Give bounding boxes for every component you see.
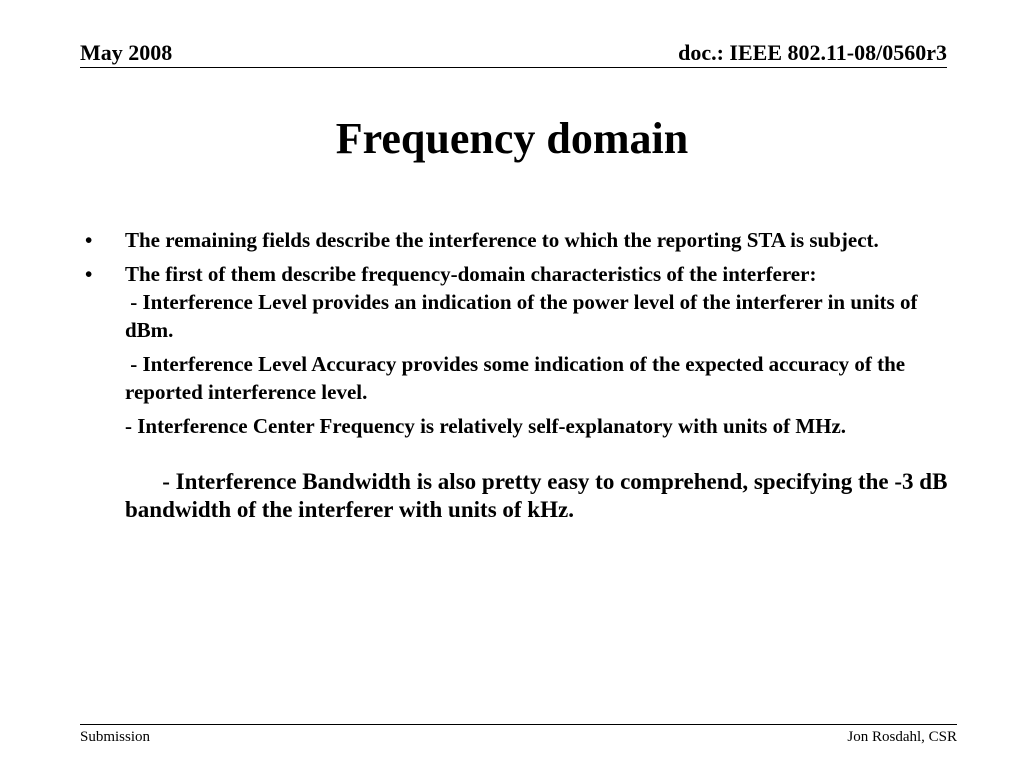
footer-rule	[80, 724, 957, 725]
bullet-text: The first of them describe frequency-domain characteristics of the interferer:	[125, 262, 817, 286]
footer-right: Jon Rosdahl, CSR	[847, 729, 957, 745]
bullet-marker: •	[85, 262, 93, 286]
bullet-item	[85, 260, 955, 552]
sub-item-bandwidth-part1: - Interference Bandwidth is also pretty easy to comprehend,	[156, 469, 754, 494]
sub-item: - Interference Center Frequency is relatively self-explanatory with units of MHz.	[125, 414, 847, 438]
sub-item-bandwidth-part2: specifying the -3 dB bandwidth of the interferer with units of kHz.	[125, 469, 954, 522]
sub-item-bandwidth	[125, 440, 955, 552]
slide-title: Frequency domain	[335, 114, 689, 163]
header-doc-id: doc.: IEEE 802.11-08/0560r3	[678, 40, 947, 65]
bullet-marker: •	[85, 228, 93, 252]
bullet-item	[85, 226, 955, 254]
header-rule	[80, 67, 947, 68]
slide-body	[85, 226, 955, 552]
sub-item: - Interference Level Accuracy provides some indication of the expected accuracy of the reported interference level.	[125, 352, 911, 404]
footer-left: Submission	[80, 729, 151, 745]
bullet-text: The remaining fields describe the interference to which the reporting STA is subject.	[125, 228, 879, 252]
sub-item: - Interference Level provides an indication of the power level of the interferer in units of dBm.	[125, 290, 923, 342]
header-date: May 2008	[80, 40, 173, 65]
